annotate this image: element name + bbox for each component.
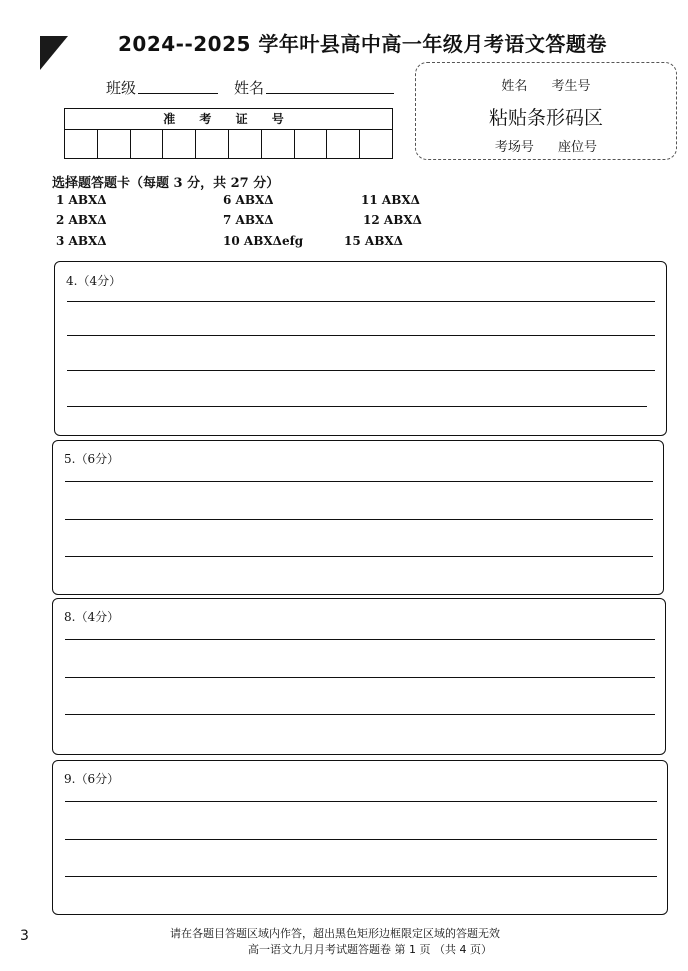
answer-line [67, 335, 655, 336]
answer-line [65, 481, 653, 482]
choice-item[interactable]: 1 ABXΔ [56, 193, 107, 207]
corner-position-mark [40, 36, 68, 70]
choice-item[interactable]: 15 ABXΔ [344, 234, 403, 248]
exam-number-cell[interactable] [262, 130, 295, 159]
answer-line [65, 556, 653, 557]
choice-item[interactable]: 12 ABXΔ [363, 213, 422, 227]
name-field[interactable] [266, 93, 394, 94]
barcode-bottom-labels: 考场号 座位号 [494, 140, 598, 155]
exam-number-grid [64, 108, 393, 159]
footer-page-info: 高一语文九月月考试题答题卷 第 1 页 （共 4 页） [248, 943, 492, 956]
choice-item[interactable]: 7 ABXΔ [223, 213, 274, 227]
answer-line [65, 714, 655, 715]
answer-line [65, 519, 653, 520]
exam-number-cell[interactable] [360, 130, 392, 159]
answer-box-q8[interactable] [52, 598, 666, 755]
exam-number-cell[interactable] [327, 130, 360, 159]
class-label: 班级 [106, 79, 137, 97]
exam-number-cell[interactable] [65, 130, 98, 159]
choice-item[interactable]: 2 ABXΔ [56, 213, 107, 227]
answer-line [65, 839, 657, 840]
answer-line [65, 677, 655, 678]
answer-line [67, 406, 647, 407]
exam-number-label: 准 考 证 号 [65, 109, 392, 130]
answer-box-q9[interactable] [52, 760, 668, 915]
barcode-area [415, 62, 677, 160]
name-label: 姓名 [234, 79, 265, 97]
answer-box-q5[interactable] [52, 440, 664, 595]
footer-note: 请在各题目答题区域内作答，超出黑色矩形边框限定区域的答题无效 [170, 927, 500, 940]
choice-item[interactable]: 11 ABXΔ [361, 193, 420, 207]
answer-line [65, 801, 657, 802]
exam-number-cell[interactable] [196, 130, 229, 159]
answer-box-q4[interactable] [54, 261, 667, 436]
exam-number-cell[interactable] [295, 130, 328, 159]
choice-section-title: 选择题答题卡（每题 3 分，共 27 分） [52, 176, 280, 191]
exam-number-cell[interactable] [229, 130, 262, 159]
barcode-main-label: 粘贴条形码区 [488, 107, 603, 129]
question-label: 8.（4分） [64, 610, 120, 624]
answer-line [67, 301, 655, 302]
choice-item[interactable]: 3 ABXΔ [56, 234, 107, 248]
choice-item[interactable]: 6 ABXΔ [223, 193, 274, 207]
answer-line [67, 370, 655, 371]
class-field[interactable] [138, 93, 218, 94]
exam-number-cell[interactable] [163, 130, 196, 159]
exam-number-cell[interactable] [98, 130, 131, 159]
side-page-mark: 3 [20, 928, 29, 944]
question-label: 9.（6分） [64, 772, 120, 786]
choice-item[interactable]: 10 ABXΔefg [223, 234, 304, 248]
question-label: 4.（4分） [66, 274, 122, 288]
exam-number-cell[interactable] [131, 130, 164, 159]
answer-line [65, 639, 655, 640]
barcode-top-labels: 姓名 考生号 [501, 79, 591, 94]
page-title: 2024--2025 学年叶县高中高一年级月考语文答题卷 [118, 32, 607, 56]
question-label: 5.（6分） [64, 452, 120, 466]
answer-line [65, 876, 657, 877]
